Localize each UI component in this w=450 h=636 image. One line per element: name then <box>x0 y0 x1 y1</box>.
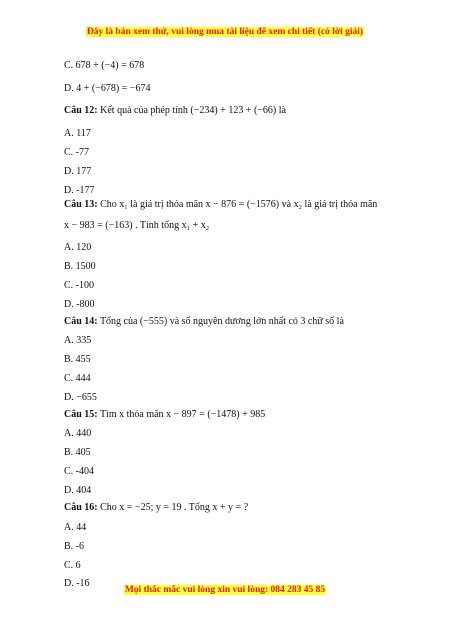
question-label: Câu 14: <box>64 316 98 327</box>
answer-option: D. -16 <box>64 578 90 589</box>
answer-option: D. 4 + (−678) = −674 <box>64 83 151 94</box>
contact-notice-banner <box>0 585 450 595</box>
answer-option: C. 6 <box>64 560 81 571</box>
question-15 <box>64 409 265 420</box>
answer-option: C. -100 <box>64 280 94 291</box>
question-text: Cho x₁ là giá trị thỏa mãn x − 876 = (−1576) và x₂ là giá trị thỏa mãn <box>97 199 378 210</box>
answer-option: D. 404 <box>64 485 92 496</box>
question-text: Tổng của (−555) và số nguyên dương lớn nhất có 3 chữ số là <box>97 316 344 327</box>
question-label: Câu 16: <box>64 502 98 513</box>
question-text: Kết quả của phép tính (−234) + 123 + (−66) là <box>97 105 286 116</box>
answer-option: D. -800 <box>64 299 95 310</box>
answer-option: D. 177 <box>64 166 92 177</box>
question-text: Tìm x thỏa mãn x − 897 = (−1478) + 985 <box>97 409 266 420</box>
preview-notice-banner <box>0 27 450 37</box>
question-text-line2: x − 983 = (−163) . Tính tổng x₁ + x₂ <box>64 220 210 231</box>
question-text: Cho x = −25; y = 19 . Tổng x + y = ? <box>97 502 249 513</box>
answer-option: C. 678 + (−4) = 678 <box>64 60 145 71</box>
answer-option: A. 117 <box>64 128 91 139</box>
answer-option: C. -404 <box>64 466 94 477</box>
question-label: Câu 12: <box>64 105 98 116</box>
answer-option: A. 44 <box>64 522 87 533</box>
question-13 <box>64 199 377 210</box>
answer-option: D. -177 <box>64 185 95 196</box>
answer-option: A. 335 <box>64 335 92 346</box>
answer-option: B. -6 <box>64 541 84 552</box>
answer-option: A. 440 <box>64 428 92 439</box>
preview-notice-text: Đây là bản xem thử, vui lòng mua tài liệu để xem chi tiết (có lời giải) <box>86 27 364 37</box>
answer-option: A. 120 <box>64 242 92 253</box>
answer-option: B. 455 <box>64 354 91 365</box>
answer-option: C. 444 <box>64 373 91 384</box>
answer-option: C. -77 <box>64 147 89 158</box>
question-12 <box>64 105 286 116</box>
question-14 <box>64 316 344 327</box>
answer-option: B. 405 <box>64 447 91 458</box>
contact-notice-text: Mọi thắc mắc vui lòng xin vui lòng: 084 283 45 85 <box>124 585 326 595</box>
answer-option: B. 1500 <box>64 261 96 272</box>
answer-option: D. −655 <box>64 392 97 403</box>
question-label: Câu 13: <box>64 199 98 210</box>
question-label: Câu 15: <box>64 409 98 420</box>
question-16 <box>64 502 248 513</box>
